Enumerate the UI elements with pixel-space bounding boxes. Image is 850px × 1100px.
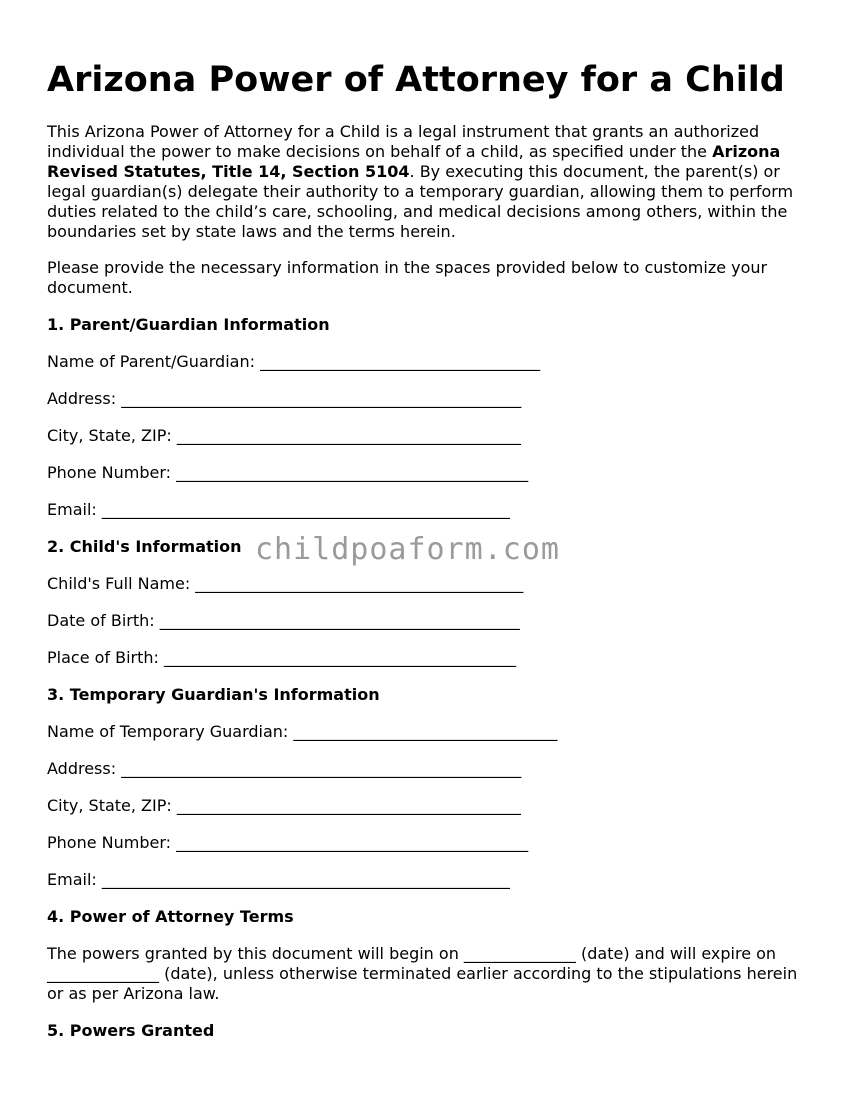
section-1-title: 1. Parent/Guardian Information [47, 315, 330, 334]
guardian-email-field[interactable]: Email: ___________________________________________________ [47, 870, 510, 889]
child-dob-field[interactable]: Date of Birth: _____________________________________________ [47, 611, 520, 630]
child-name-field[interactable]: Child's Full Name: _________________________________________ [47, 574, 524, 593]
parent-city-state-zip-field[interactable]: City, State, ZIP: ___________________________________________ [47, 426, 521, 445]
instructions-paragraph: Please provide the necessary information in the spaces provided below to customize your document. [47, 258, 768, 297]
intro-paragraph [47, 122, 817, 242]
guardian-city-state-zip-field[interactable]: City, State, ZIP: ___________________________________________ [47, 796, 521, 815]
guardian-phone-field[interactable]: Phone Number: ____________________________________________ [47, 833, 529, 852]
parent-address-field[interactable]: Address: __________________________________________________ [47, 389, 522, 408]
parent-name-field[interactable]: Name of Parent/Guardian: ___________________________________ [47, 352, 541, 371]
section-3-title: 3. Temporary Guardian's Information [47, 685, 380, 704]
intro-text-1: This Arizona Power of Attorney for a Child is a legal instrument that grants an authorized individual the power to make decisions on behalf of a child, as specified under the [47, 122, 760, 161]
guardian-address-field[interactable]: Address: __________________________________________________ [47, 759, 522, 778]
page-title: Arizona Power of Attorney for a Child [47, 60, 785, 100]
parent-email-field[interactable]: Email: ___________________________________________________ [47, 500, 510, 519]
child-birthplace-field[interactable]: Place of Birth: ____________________________________________ [47, 648, 517, 667]
statute-reference: Arizona Revised Statutes, Title 14, Section 5104 [47, 142, 781, 181]
terms-paragraph[interactable]: The powers granted by this document will begin on ______________ (date) and will expire on ______________ (date), unless otherwise terminated earlier according to the stipulations herein or as per Arizona law. [47, 944, 798, 1003]
section-5-title: 5. Powers Granted [47, 1021, 215, 1040]
guardian-name-field[interactable]: Name of Temporary Guardian: _________________________________ [47, 722, 558, 741]
section-2-title: 2. Child's Information [47, 537, 242, 556]
intro-text-2: . By executing this document, the parent(s) or legal guardian(s) delegate their authority to a temporary guardian, allowing them to perform duties related to the child’s care, schooling, and medical decisions among others, within the boundaries set by state laws and the terms herein. [47, 162, 794, 241]
parent-phone-field[interactable]: Phone Number: ____________________________________________ [47, 463, 529, 482]
watermark: childpoaform.com [255, 532, 560, 567]
section-4-title: 4. Power of Attorney Terms [47, 907, 294, 926]
